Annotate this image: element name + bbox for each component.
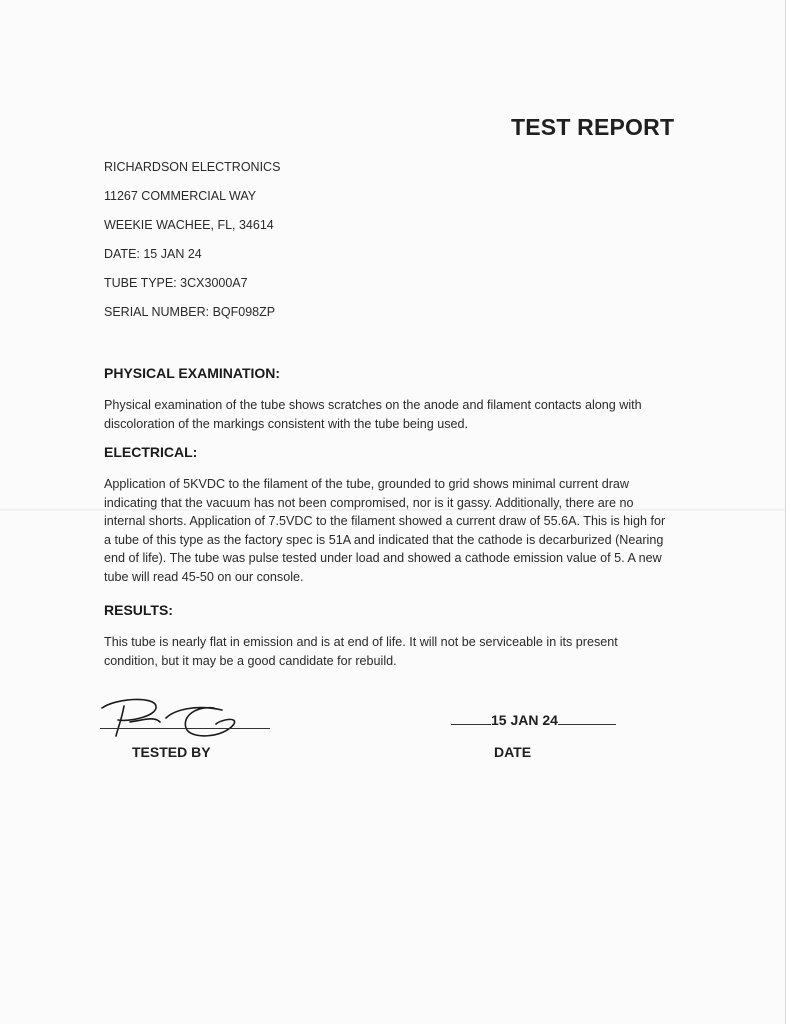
signature-line bbox=[100, 728, 270, 729]
results-heading: RESULTS: bbox=[104, 602, 173, 618]
date-value: 15 JAN 24 bbox=[491, 712, 558, 728]
tested-by-label: TESTED BY bbox=[132, 744, 211, 760]
report-date: DATE: 15 JAN 24 bbox=[104, 247, 202, 261]
company-city: WEEKIE WACHEE, FL, 34614 bbox=[104, 218, 274, 232]
company-name: RICHARDSON ELECTRONICS bbox=[104, 160, 281, 174]
serial-number: SERIAL NUMBER: BQF098ZP bbox=[104, 305, 276, 319]
company-street: 11267 COMMERCIAL WAY bbox=[104, 189, 257, 203]
results-text: This tube is nearly flat in emission and is at end of life. It will not be serviceable in its present condition, but it may be a good candidate for rebuild. bbox=[104, 635, 618, 668]
physical-text: Physical examination of the tube shows scratches on the anode and filament contacts along with discoloration of the markings consistent with the tube being used. bbox=[104, 398, 642, 431]
date-field bbox=[451, 712, 616, 728]
report-title: TEST REPORT bbox=[511, 114, 675, 140]
date-underline-left bbox=[451, 723, 491, 725]
electrical-text: Application of 5KVDC to the filament of the tube, grounded to grid shows minimal current draw indicating that the vacuum has not been compromised, nor is it gassy. Additionally, there are no internal shorts. Application of 7.5VDC to the filament showed a current draw of 55.6A. This is high for a tube of this type as the factory spec is 51A and indicated that the cathode is decarburized (Nearing end of life). The tube was pulse tested under load and showed a cathode emission value of 5. A new tube will read 45-50 on our console. bbox=[104, 477, 666, 584]
tube-type: TUBE TYPE: 3CX3000A7 bbox=[104, 276, 248, 290]
signature bbox=[96, 694, 256, 744]
date-label: DATE bbox=[494, 744, 532, 760]
physical-heading: PHYSICAL EXAMINATION: bbox=[104, 365, 281, 381]
electrical-heading: ELECTRICAL: bbox=[104, 444, 198, 460]
date-underline-right bbox=[558, 723, 616, 725]
